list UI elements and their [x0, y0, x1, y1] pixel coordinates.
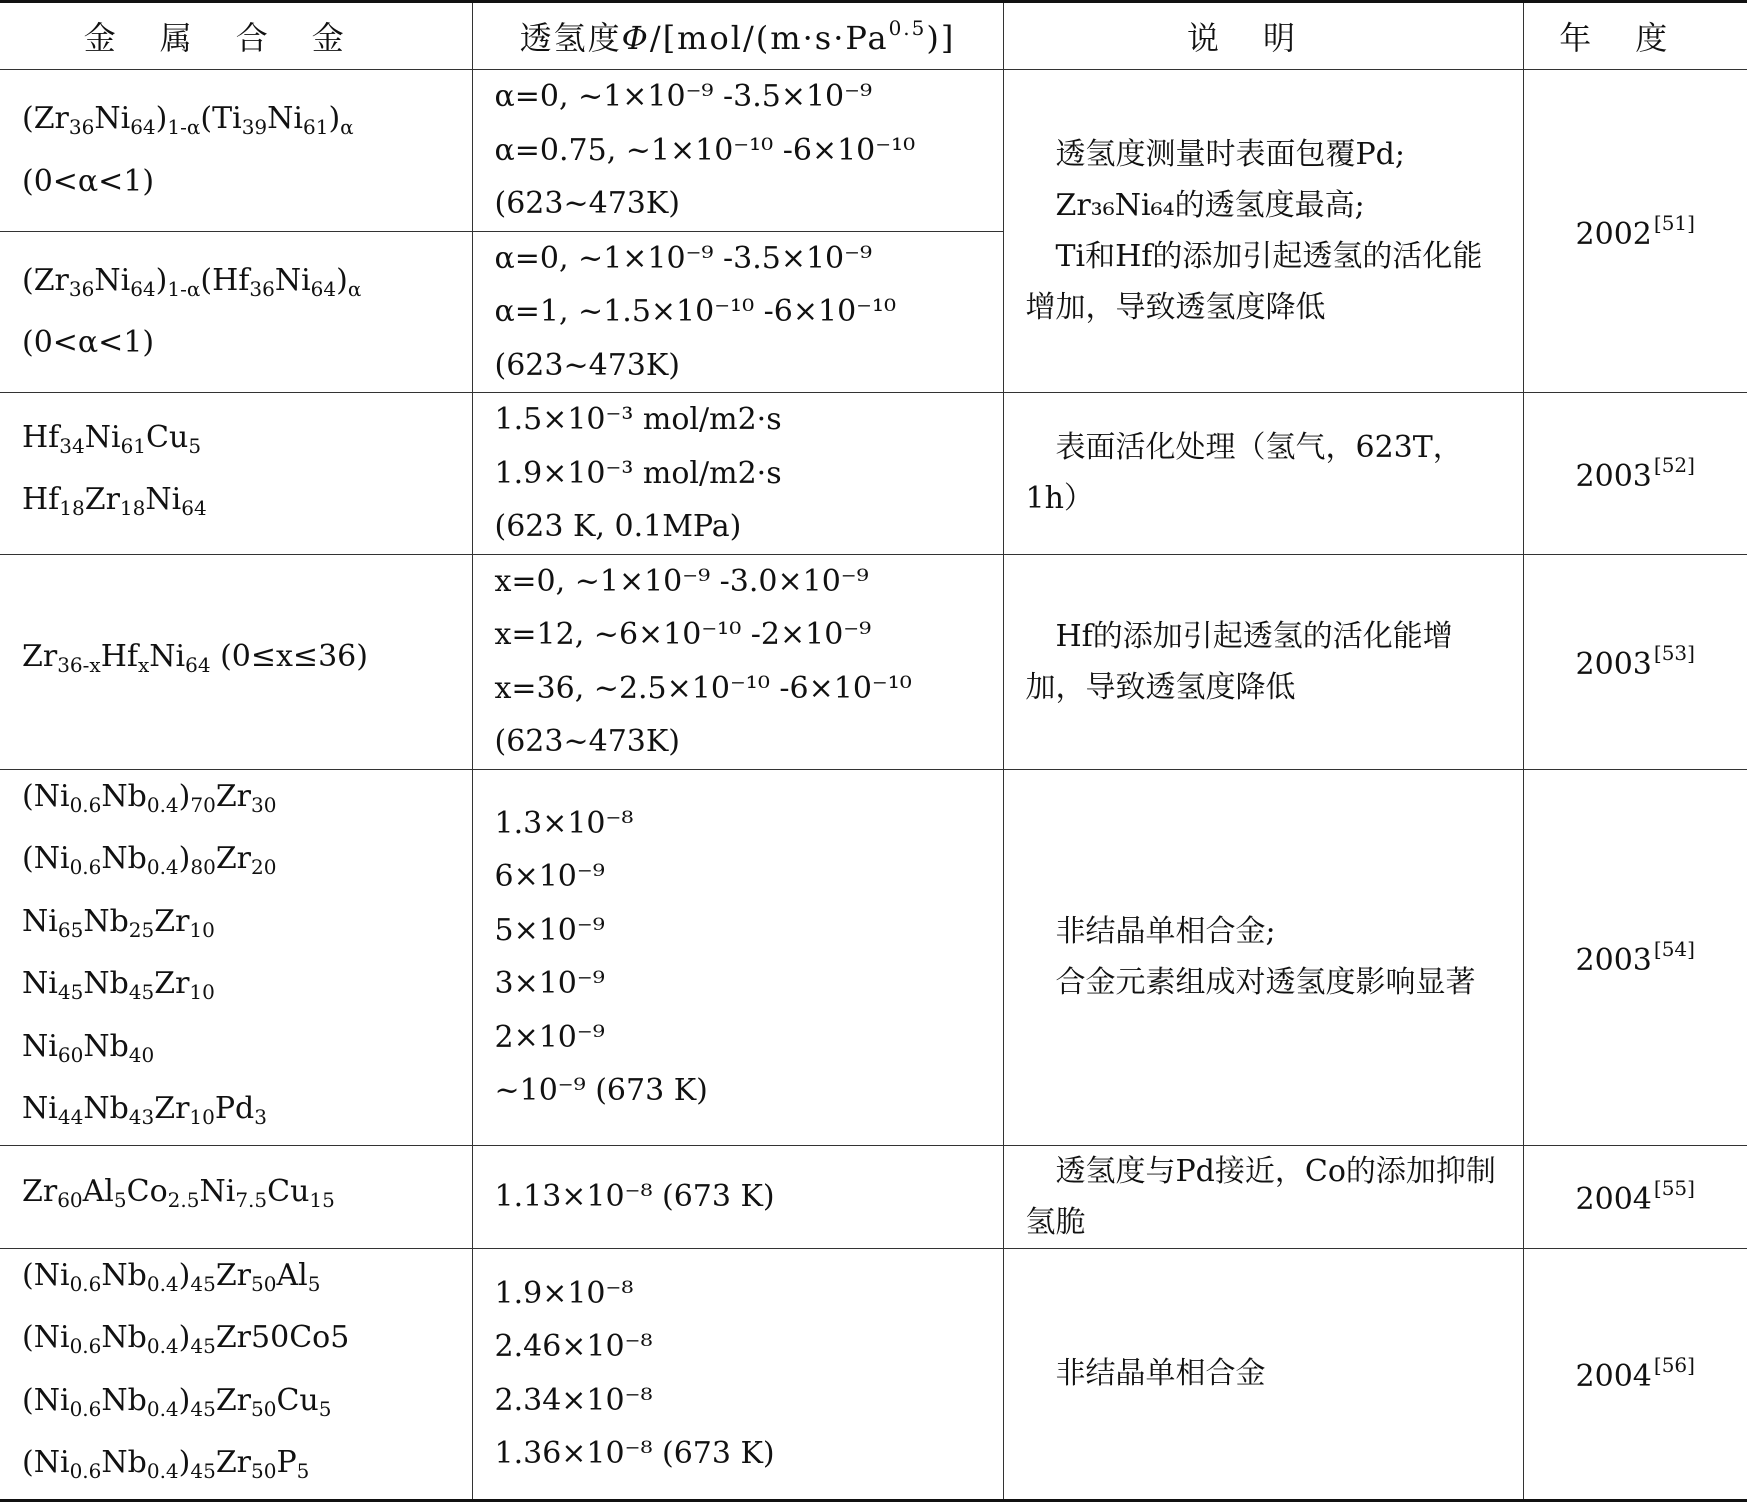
table-row [0, 554, 1747, 769]
formula-part: Nb [83, 903, 129, 939]
formula-part: ) [155, 101, 168, 137]
subscript: 36 [68, 115, 95, 140]
alloy-cell [0, 769, 472, 1145]
formula-part: Ni [267, 101, 303, 137]
formula-part: (0≤x≤36) [210, 639, 368, 675]
reference: [51] [1653, 210, 1695, 235]
subscript: 80 [190, 855, 216, 879]
subscript: 36-x [57, 653, 101, 678]
subscript: 45 [190, 1459, 216, 1483]
subscript: α [347, 276, 362, 301]
subscript: 0.6 [69, 1271, 102, 1296]
subscript: 36 [249, 276, 275, 301]
formula-part: Zr [22, 639, 58, 675]
description-line: Ti和Hf的添加引起透氢的活化能增加，导致透氢度降低 [1025, 239, 1483, 325]
subscript: 0.6 [69, 1334, 102, 1358]
header-row [0, 2, 1747, 70]
permeability-cell [472, 231, 1003, 393]
permeability-value: 2.34×10⁻⁸ [494, 1382, 653, 1418]
formula-part: Zr [154, 1091, 190, 1126]
subscript: 45 [190, 1396, 216, 1421]
subscript: 0.6 [69, 1459, 102, 1483]
subscript: 45 [57, 980, 84, 1004]
alloy-formula [22, 316, 472, 370]
subscript: 10 [189, 980, 215, 1004]
formula-part: (Ti [200, 101, 242, 137]
subscript: 5 [318, 1396, 332, 1421]
alloy-formula [22, 1374, 472, 1437]
table-row [0, 393, 1747, 555]
subscript: 60 [57, 1188, 83, 1213]
formula-part: Hf [100, 639, 138, 675]
subscript: x [137, 653, 150, 678]
formula-part: (Ni [22, 1320, 70, 1355]
formula-part: Cu [267, 1174, 310, 1210]
formula-part: Al [82, 1174, 114, 1210]
formula-part: Ni [145, 482, 182, 518]
formula-part: ) [328, 101, 341, 137]
permeability-value: 1.9×10⁻⁸ [494, 1275, 634, 1311]
alloy-formula [22, 411, 472, 474]
permeability-cell [472, 70, 1003, 232]
formula-part: Co [126, 1174, 168, 1210]
alloy-formula [22, 473, 472, 536]
subscript: 60 [57, 1042, 84, 1067]
subscript: 45 [190, 1334, 216, 1358]
formula-part: ) [178, 1320, 191, 1355]
subscript: 36 [68, 276, 95, 301]
description-line: 合金元素组成对透氢度影响显著 [1055, 965, 1476, 1000]
formula-part: Nb [83, 966, 129, 1001]
formula-part: (Zr [22, 101, 69, 137]
subscript: 70 [190, 792, 216, 817]
formula-part: Zr [215, 841, 252, 876]
permeability-value: 1.36×10⁻⁸ (673 K) [494, 1436, 775, 1471]
permeability-value: 1.3×10⁻⁸ [494, 805, 634, 841]
alloy-formula [22, 770, 472, 833]
subscript: 5 [296, 1459, 310, 1483]
description-line: Hf的添加引起透氢的活化能增加，导致透氢度降低 [1025, 618, 1453, 705]
alloy-formula [22, 832, 472, 895]
subscript: 1-α [167, 276, 201, 301]
subscript: 0.4 [146, 1459, 179, 1483]
permeability-value: x=12, ~6×10⁻¹⁰ -2×10⁻⁹ [494, 617, 872, 652]
permeability-value: (623~473K) [494, 186, 680, 221]
alloy-cell [0, 1145, 472, 1248]
permeability-value: 1.9×10⁻³ mol/m2·s [494, 455, 782, 491]
permeability-value: ~10⁻⁹ (673 K) [494, 1073, 708, 1108]
formula-part: (0<α<1) [22, 325, 155, 361]
year-cell [1523, 393, 1747, 555]
year-value: 2003 [1575, 458, 1652, 494]
subscript: 7.5 [235, 1188, 268, 1213]
alloy-formula [22, 92, 472, 155]
subscript: 50 [251, 1396, 277, 1421]
formula-part: Nb [101, 841, 147, 876]
formula-part: Zr [84, 482, 120, 518]
formula-part: (Ni [22, 841, 70, 876]
subscript: 25 [128, 917, 155, 942]
alloy-cell [0, 70, 472, 232]
permeability-cell [472, 1248, 1003, 1500]
permeability-value: (623~473K) [494, 347, 680, 383]
subscript: 40 [128, 1042, 155, 1067]
subscript: 64 [310, 276, 337, 301]
alloy-cell [0, 554, 472, 769]
permeability-value: (623~473K) [494, 724, 680, 759]
formula-part: Zr [215, 1445, 252, 1480]
reference: [53] [1653, 641, 1695, 665]
subscript: 43 [128, 1105, 155, 1129]
reference: [54] [1653, 936, 1695, 961]
year-cell [1523, 70, 1747, 393]
alloy-formula [22, 1165, 472, 1228]
subscript: 2.5 [167, 1188, 200, 1213]
subscript: 61 [303, 115, 329, 140]
formula-part: ) [178, 1257, 191, 1293]
subscript: 64 [185, 653, 211, 678]
subscript: 5 [113, 1188, 127, 1213]
alloy-formula [22, 155, 472, 209]
alloy-formula [22, 1311, 472, 1374]
formula-part: (Hf [200, 262, 250, 298]
subscript: 50 [251, 1271, 277, 1296]
formula-part: ) [155, 262, 168, 298]
formula-part: ) [178, 841, 191, 876]
permeability-value: (623 K, 0.1MPa) [494, 509, 742, 544]
year-value: 2004 [1575, 1182, 1652, 1217]
formula-part: Zr [215, 778, 252, 814]
subscript: 0.6 [69, 1396, 102, 1421]
formula-part: Ni [22, 1091, 58, 1126]
formula-part: ) [178, 1445, 191, 1480]
subscript: 10 [189, 1105, 215, 1129]
table-row [0, 769, 1747, 1145]
formula-part: Nb [101, 1445, 147, 1480]
permeability-value: 2.46×10⁻⁸ [494, 1329, 653, 1364]
subscript: 3 [254, 1105, 267, 1129]
permeability-cell [472, 1145, 1003, 1248]
formula-part: Nb [101, 1382, 147, 1418]
subscript: 64 [130, 115, 156, 140]
alloy-formula [22, 254, 472, 317]
description-line: Zr₃₆Ni₆₄的透氢度最高; [1055, 188, 1365, 223]
formula-part: Ni [84, 419, 121, 455]
permeability-value: α=0, ~1×10⁻⁹ -3.5×10⁻⁹ [494, 79, 873, 114]
permeability-value: 5×10⁻⁹ [494, 912, 605, 948]
year-cell [1523, 1145, 1747, 1248]
formula-part: Ni [199, 1174, 236, 1210]
description-cell [1003, 393, 1523, 555]
subscript: 15 [309, 1188, 335, 1213]
description-line: 透氢度测量时表面包覆Pd; [1055, 137, 1405, 172]
permeability-cell [472, 393, 1003, 555]
formula-part: (Ni [22, 1257, 70, 1293]
formula-part: Zr [215, 1257, 252, 1293]
formula-part: Ni [22, 1028, 58, 1064]
permeability-value: 2×10⁻⁹ [494, 1019, 605, 1055]
year-cell [1523, 769, 1747, 1145]
header-year: 年度 [1523, 2, 1747, 70]
permeability-cell [472, 769, 1003, 1145]
subscript: 18 [119, 496, 146, 521]
formula-part: Zr [154, 966, 190, 1001]
formula-part: Ni [94, 262, 131, 298]
formula-part: Pd [214, 1091, 255, 1126]
formula-part: Ni [22, 966, 58, 1001]
year-cell [1523, 554, 1747, 769]
permeability-value: x=36, ~2.5×10⁻¹⁰ -6×10⁻¹⁰ [494, 670, 912, 706]
formula-part: Al [276, 1257, 308, 1293]
formula-part: (0<α<1) [22, 163, 155, 199]
permeability-value: α=0, ~1×10⁻⁹ -3.5×10⁻⁹ [494, 240, 873, 276]
description-cell [1003, 1145, 1523, 1248]
subscript: 64 [181, 496, 207, 521]
formula-part: Nb [101, 778, 147, 814]
subscript: 18 [59, 496, 85, 521]
table-row [0, 1145, 1747, 1248]
description-cell [1003, 70, 1523, 393]
reference: [52] [1653, 452, 1695, 477]
subscript: 50 [251, 1459, 277, 1483]
formula-part: Ni [149, 639, 186, 675]
alloy-formula [22, 1249, 472, 1312]
subscript: 0.4 [146, 1396, 179, 1421]
subscript: 0.6 [69, 792, 102, 817]
description-line: 表面活化处理（氢气，623T，1h） [1025, 430, 1463, 517]
alloy-formula [22, 630, 472, 693]
formula-part: P [276, 1445, 297, 1480]
subscript: 61 [120, 433, 147, 458]
subscript: 5 [307, 1271, 321, 1296]
alloy-cell [0, 393, 472, 555]
year-value: 2003 [1575, 942, 1652, 978]
formula-part: (Ni [22, 1445, 70, 1480]
subscript: 0.4 [146, 855, 179, 879]
subscript: 10 [189, 917, 215, 942]
formula-part: Zr50Co5 [215, 1320, 350, 1355]
alloy-formula [22, 957, 472, 1020]
alloy-formula [22, 1436, 472, 1499]
formula-part: Ni [22, 903, 58, 939]
reference: [55] [1653, 1176, 1695, 1200]
subscript: 30 [251, 792, 277, 817]
permeability-value: α=1, ~1.5×10⁻¹⁰ -6×10⁻¹⁰ [494, 294, 897, 329]
formula-part: (Ni [22, 1382, 70, 1418]
permeability-value: x=0, ~1×10⁻⁹ -3.0×10⁻⁹ [494, 563, 869, 599]
subscript: 39 [241, 115, 268, 140]
formula-part: (Ni [22, 778, 70, 814]
subscript: 5 [188, 433, 202, 458]
header-description: 说明 [1003, 2, 1523, 70]
formula-part: ) [178, 778, 191, 814]
subscript: 45 [190, 1271, 216, 1296]
formula-part: Zr [154, 903, 190, 939]
permeability-value: α=0.75, ~1×10⁻¹⁰ -6×10⁻¹⁰ [494, 132, 916, 168]
subscript: 1-α [167, 115, 201, 140]
formula-part: (Zr [22, 262, 69, 298]
description-cell [1003, 1248, 1523, 1500]
permeability-cell [472, 554, 1003, 769]
table-row [0, 70, 1747, 232]
formula-part: Nb [101, 1320, 147, 1355]
alloy-formula [22, 895, 472, 958]
formula-part: Nb [101, 1257, 147, 1293]
header-alloy: 金属合金 [0, 2, 472, 70]
formula-part: Nb [83, 1091, 129, 1126]
subscript: 34 [59, 433, 85, 458]
reference: [56] [1653, 1353, 1695, 1377]
formula-part: Zr [215, 1382, 252, 1418]
year-value: 2002 [1575, 216, 1652, 252]
table-row [0, 1248, 1747, 1500]
alloy-formula [22, 1082, 472, 1145]
alloy-cell [0, 231, 472, 393]
description-line: 非结晶单相合金 [1055, 1356, 1266, 1391]
alloy-formula [22, 1020, 472, 1083]
alloy-cell [0, 1248, 472, 1500]
subscript: 0.4 [146, 792, 179, 817]
subscript: 0.4 [146, 1334, 179, 1358]
formula-part: Ni [94, 101, 131, 137]
permeability-value: 6×10⁻⁹ [494, 859, 605, 894]
description-cell [1003, 769, 1523, 1145]
year-cell [1523, 1248, 1747, 1500]
formula-part: ) [336, 262, 348, 298]
subscript: 45 [128, 980, 155, 1004]
header-permeability: 透氢度$\Phi/[mol/(m\cdot s\cdot Pa^{0.5})]$ [472, 2, 1003, 70]
description-cell [1003, 554, 1523, 769]
formula-part: Cu [146, 419, 189, 455]
formula-part: Hf [22, 419, 60, 455]
permeability-value: 1.5×10⁻³ mol/m2·s [494, 402, 782, 437]
formula-part: Hf [22, 482, 60, 518]
description-line: 透氢度与Pd接近，Co的添加抑制氢脆 [1025, 1153, 1496, 1240]
formula-part: Cu [276, 1382, 319, 1418]
permeability-value: 1.13×10⁻⁸ (673 K) [494, 1178, 775, 1214]
subscript: 0.6 [69, 855, 102, 879]
subscript: 20 [251, 855, 277, 879]
year-value: 2004 [1575, 1359, 1652, 1394]
formula-part: Nb [83, 1028, 129, 1064]
subscript: 44 [57, 1105, 84, 1129]
permeability-value: 3×10⁻⁹ [494, 966, 605, 1001]
year-value: 2003 [1575, 647, 1652, 682]
subscript: 0.4 [146, 1271, 179, 1296]
subscript: 64 [130, 276, 156, 301]
formula-part: Zr [22, 1174, 58, 1210]
formula-part: Ni [274, 262, 311, 298]
formula-part: ) [178, 1382, 191, 1418]
subscript: α [340, 115, 354, 140]
subscript: 65 [57, 917, 84, 942]
description-line: 非结晶单相合金; [1055, 914, 1276, 949]
